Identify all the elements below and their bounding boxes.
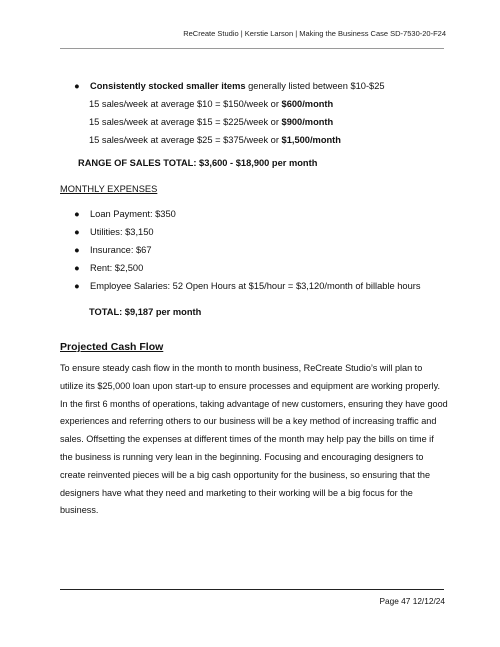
- bullet-icon: ●: [74, 209, 80, 219]
- expense-text: Rent: $2,500: [90, 263, 144, 273]
- bullet-icon: ●: [74, 263, 80, 273]
- calc-text: 15 sales/week at average $15 = $225/week or: [89, 117, 282, 127]
- calc-text: 15 sales/week at average $25 = $375/week or: [89, 135, 282, 145]
- calc-monthly: $900/month: [281, 117, 334, 127]
- sales-calc-line: [89, 116, 333, 129]
- header-divider: [60, 48, 444, 49]
- list-item: [74, 244, 421, 262]
- cash-flow-paragraph: To ensure steady cash flow in the month to month business, ReCreate Studio’s will plan to utilize its $25,000 loan upon start-up to ensure processes and equipment are working properly. In the first 6 months of operations, taking advantage of new customers, ensuring they have good experiences and referring others to our business will be a key method of increasing traffic and sales. Offsetting the expenses at different times of the month may help pay the bills on time if the business is running very lean in the beginning. Focusing and encouraging designers to create reinvented pieces will be a big cash opportunity for the business, so ensuring that the designers have what they need and marketing to their working will be a big focus for the business.: [60, 363, 448, 516]
- page-number: Page 47 12/12/24: [379, 596, 445, 606]
- expense-text: Loan Payment: $350: [90, 209, 176, 219]
- expenses-heading: MONTHLY EXPENSES: [60, 184, 158, 194]
- list-item: [74, 262, 421, 280]
- expenses-total: TOTAL: $9,187 per month: [89, 307, 202, 317]
- list-item: [74, 226, 421, 244]
- calc-monthly: $1,500/month: [281, 135, 341, 145]
- sales-item-rest: generally listed between $10-$25: [245, 81, 385, 91]
- section-heading: Projected Cash Flow: [60, 341, 164, 353]
- expenses-list: [74, 208, 421, 298]
- bullet-icon: ●: [74, 227, 80, 237]
- expense-text: Insurance: $67: [90, 245, 152, 255]
- calc-monthly: $600/month: [281, 99, 334, 109]
- footer-divider: [60, 589, 444, 590]
- sales-item-bold: Consistently stocked smaller items: [90, 81, 246, 91]
- list-item: [74, 208, 421, 226]
- calc-text: 15 sales/week at average $10 = $150/week or: [89, 99, 282, 109]
- expense-text: Employee Salaries: 52 Open Hours at $15/hour = $3,120/month of billable hours: [90, 281, 421, 291]
- page-header: ReCreate Studio | Kerstie Larson | Making the Business Case SD-7530-20-F24: [183, 29, 446, 38]
- list-item: [74, 280, 421, 298]
- bullet-icon: ●: [74, 281, 80, 291]
- bullet-icon: ●: [74, 245, 80, 255]
- sales-calc-line: [89, 134, 341, 147]
- sales-bullet: [74, 80, 385, 93]
- bullet-icon: ●: [74, 81, 80, 91]
- expense-text: Utilities: $3,150: [90, 227, 154, 237]
- range-total: RANGE OF SALES TOTAL: $3,600 - $18,900 per month: [78, 158, 318, 168]
- sales-calc-line: [89, 98, 333, 111]
